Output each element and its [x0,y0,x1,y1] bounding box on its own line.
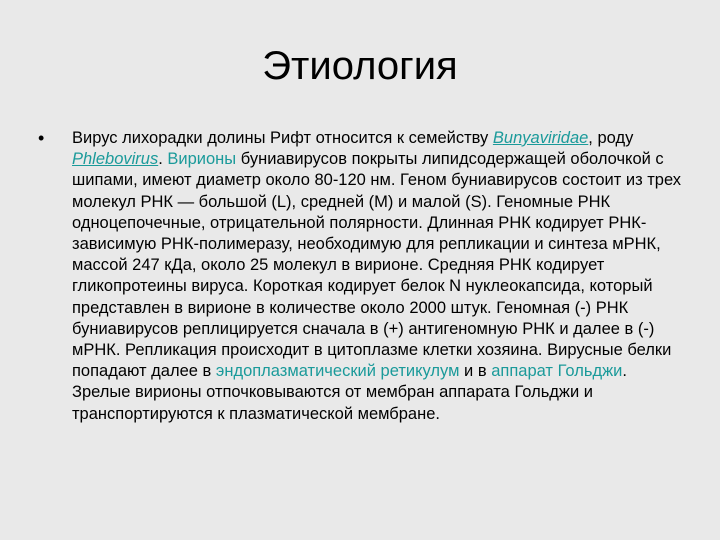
slide-title: Этиология [262,44,458,88]
endoplasmic-reticulum-link[interactable]: эндоплазматический ретикулум [215,362,460,381]
golgi-apparatus-link[interactable]: аппарат Гольджи [491,362,623,381]
genus-link[interactable]: Phlebovirus [72,150,159,169]
bullet-icon: • [38,128,45,148]
text-segment: , роду [588,129,634,147]
text-segment: и в [459,362,492,381]
family-link[interactable]: Bunyaviridae [492,129,589,147]
bullet-list-item [38,128,688,425]
text-segment: . [158,150,168,169]
text-segment: . Зрелые вирионы отпочковываются от мембран аппарата Гольджи и транспортируются к плазматической мембране. [72,362,627,423]
slide-body [38,128,688,425]
paragraph-text [72,129,681,423]
text-segment: Вирус лихорадки долины Рифт относится к семейству [72,129,493,147]
text-segment: буниавирусов покрыты липидсодержащей оболочкой с шипами, имеют диаметр около 80-120 нм. Геном буниавирусов состоит из трех молекул РНК — большой (L), средней (М) и малой (S). Геномные РНК одноцепочечные, отрицательной полярности. Длинная РНК кодирует РНК-зависимую РНК-полимеразу, необходимую для репликации и синтеза мРНК, массой 247 кДа, около 25 молекул в вирионе. Средняя РНК кодирует гликопротеины вируса. Короткая кодирует белок N нуклеокапсида, который представлен в вирионе в количестве около 2000 штук. Геномная (-) РНК буниавирусов реплицируется сначала в (+) антигеномную РНК и далее в (-) мРНК. Репликация происходит в цитоплазме клетки хозяина. Вирусные белки попадают далее в [72,150,682,381]
virions-link[interactable]: Вирионы [167,150,237,169]
